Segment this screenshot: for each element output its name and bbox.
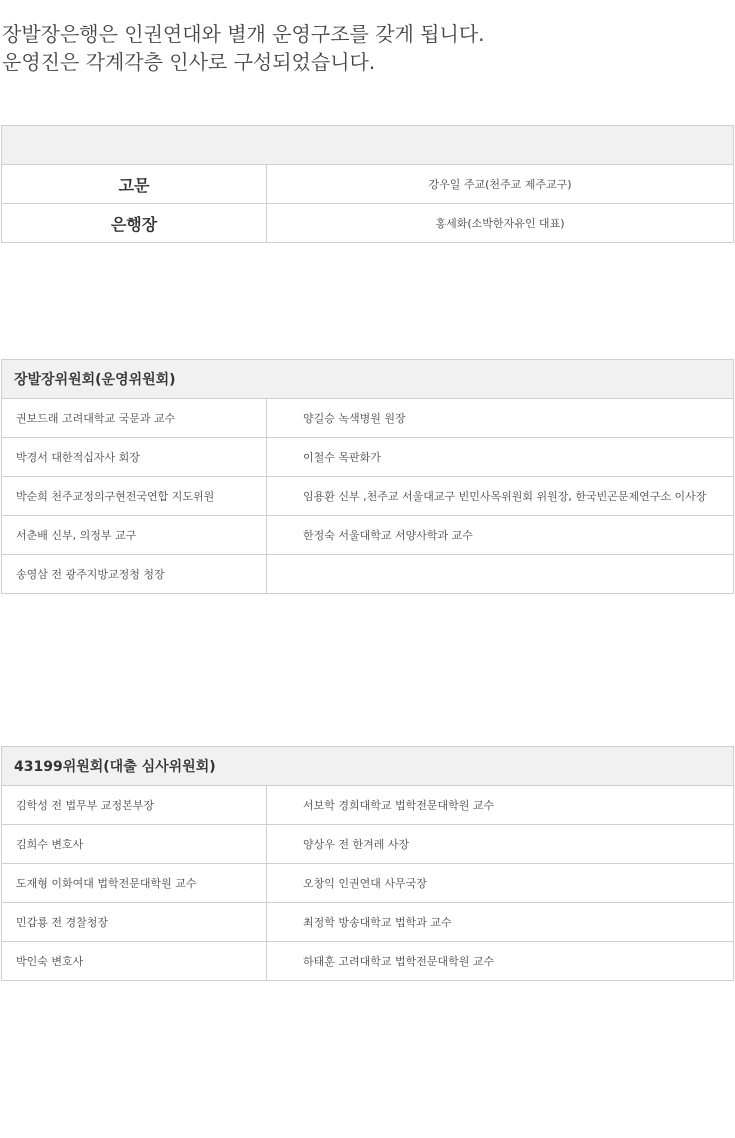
loan-committee-table [1,746,734,981]
steering-committee-title: 장발장위원회(운영위원회) [2,360,734,399]
member-cell: 하태훈 고려대학교 법학전문대학원 교수 [267,942,734,981]
role-label: 고문 [2,165,267,204]
member-cell: 박인숙 변호사 [2,942,267,981]
table-row [2,516,734,555]
table-row [2,786,734,825]
member-cell: 양길승 녹색병원 원장 [267,399,734,438]
intro-text [2,20,485,76]
member-cell: 이철수 목판화가 [267,438,734,477]
member-cell: 양상우 전 한겨레 사장 [267,825,734,864]
member-cell: 박경서 대한적십자사 회장 [2,438,267,477]
loan-committee-title: 43199위원회(대출 심사위원회) [2,747,734,786]
intro-line-1: 장발장은행은 인권연대와 별개 운영구조를 갖게 됩니다. [2,22,485,46]
member-cell: 송영삼 전 광주지방교정청 청장 [2,555,267,594]
table-row [2,477,734,516]
member-cell: 오창익 인권연대 사무국장 [267,864,734,903]
advisors-table [1,125,734,243]
member-cell: 도재형 이화여대 법학전문대학원 교수 [2,864,267,903]
member-cell: 박순희 천주교정의구현전국연합 지도위원 [2,477,267,516]
table-row [2,864,734,903]
role-label: 은행장 [2,204,267,243]
member-cell: 권보드래 고려대학교 국문과 교수 [2,399,267,438]
table-header-row [2,360,734,399]
member-cell: 서춘배 신부, 의정부 교구 [2,516,267,555]
table-header-row [2,747,734,786]
intro-line-2: 운영진은 각계각층 인사로 구성되었습니다. [2,50,376,74]
table-row [2,204,734,243]
role-holder: 강우일 주교(천주교 제주교구) [267,165,734,204]
member-cell: 김학성 전 법무부 교정본부장 [2,786,267,825]
table-row [2,942,734,981]
member-cell: 최정학 방송대학교 법학과 교수 [267,903,734,942]
table-row [2,903,734,942]
member-cell: 김희수 변호사 [2,825,267,864]
table-row [2,825,734,864]
member-cell: 민갑룡 전 경찰청장 [2,903,267,942]
table-header-row [2,126,734,165]
member-cell: 한정숙 서울대학교 서양사학과 교수 [267,516,734,555]
table-row [2,555,734,594]
table-row [2,165,734,204]
table-row [2,399,734,438]
role-holder: 홍세화(소박한자유인 대표) [267,204,734,243]
member-cell [267,555,734,594]
advisors-header [2,126,734,165]
steering-committee-table [1,359,734,594]
member-cell: 서보학 경희대학교 법학전문대학원 교수 [267,786,734,825]
table-row [2,438,734,477]
member-cell: 임용환 신부 ,천주교 서울대교구 빈민사목위원회 위원장, 한국빈곤문제연구소 이사장 [267,477,734,516]
